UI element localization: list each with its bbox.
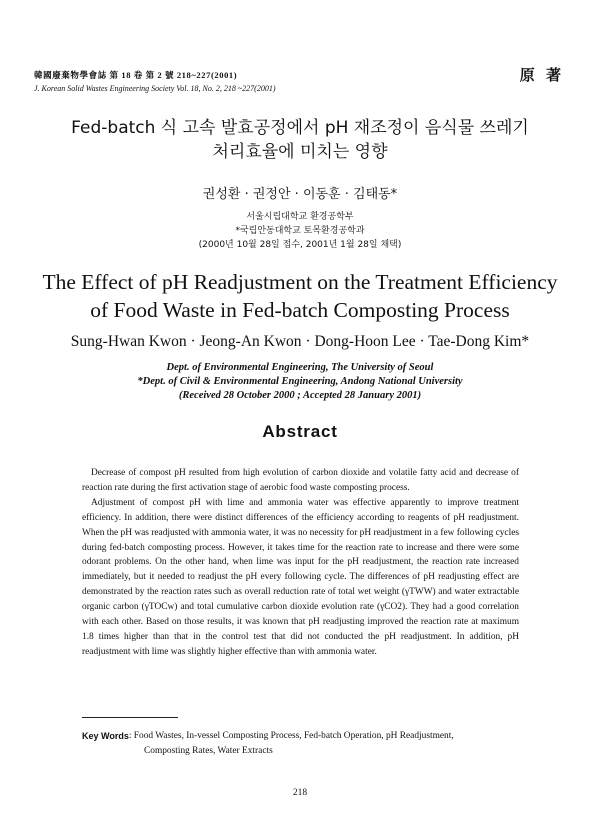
journal-header (34, 69, 276, 95)
article-type-label: 原 著 (519, 66, 564, 84)
keywords-line-2: Composting Rates, Water Extracts (144, 746, 273, 756)
english-title-line1: The Effect of pH Readjustment on the Treatment Efficiency (42, 270, 558, 294)
journal-citation-korean: 韓國廢棄物學會誌 第 18 卷 第 2 號 218~227(2001) (34, 70, 238, 80)
korean-title (20, 116, 580, 164)
keywords-line-1: : Food Wastes, In-vessel Composting Process, Fed-batch Operation, pH Readjustment, (128, 731, 454, 741)
korean-affiliation-2: *국립안동대학교 토목환경공학과 (235, 226, 365, 236)
keywords-block (82, 729, 522, 759)
english-title-line2: of Food Waste in Fed-batch Composting Process (90, 298, 510, 322)
english-received-date: (Received 28 October 2000 ; Accepted 28 January 2001) (178, 390, 422, 401)
abstract-heading: Abstract (262, 422, 338, 441)
keywords-divider (82, 717, 178, 718)
abstract-body (82, 466, 519, 660)
journal-citation-english: J. Korean Solid Wastes Engineering Society Vol. 18, No. 2, 218 ~227(2001) (34, 84, 276, 93)
korean-affiliation-1: 서울시립대학교 환경공학부 (246, 212, 354, 222)
english-affiliation-1: Dept. of Environmental Engineering, The University of Seoul (166, 362, 434, 373)
korean-title-line1: Fed-batch 식 고속 발효공정에서 pH 재조정이 음식물 쓰레기 (71, 118, 529, 138)
abstract-paragraph-2: Adjustment of compost pH with lime and ammonia water was effective apparently to improve treatment efficiency. In addition, there were distinct differences of the efficiency according to reagents of pH readjustment. When the pH was readjusted with ammonia water, it was no necessity for pH readjustment in a few following cycles during fed-batch composting process. However, it takes time for the reaction rate to increase and there were some odorant problems. On the other hand, when lime was input for the pH readjustment, the reaction rate increased immediately, but it needed to readjust the pH every following cycle. The differences of pH readjusting effect are demonstrated by the reaction rates such as overall reduction rate of total wet weight (γTWW) and water extractable organic carbon (γTOCw) and total cumulative carbon dioxide evolution rate (γCO2). They had a good correlation with each other. Based on those results, it was known that pH readjusting improved the reaction rate at maximum 1.8 times higher than that in the control test that did not conducted the pH readjustment. In addition, pH readjustment with lime was slightly higher effective than with ammonia water. (82, 497, 519, 657)
korean-affiliations (0, 210, 600, 252)
korean-title-line2: 처리효율에 미치는 영향 (212, 142, 388, 162)
english-authors: Sung-Hwan Kwon · Jeong-An Kwon · Dong-Hoon Lee · Tae-Dong Kim* (70, 333, 530, 350)
korean-received-date: (2000년 10월 28일 접수, 2001년 1월 28일 채택) (198, 240, 402, 250)
abstract-paragraph-1: Decrease of compost pH resulted from high evolution of carbon dioxide and volatile fatty acid and decrease of reaction rate during the first activation stage of aerobic food waste composting process. (82, 468, 519, 493)
english-affiliations (0, 361, 600, 403)
korean-authors: 권성환 · 권정안 · 이동훈 · 김태동* (202, 187, 398, 202)
english-affiliation-2: *Dept. of Civil & Environmental Engineering, Andong National University (137, 376, 463, 387)
english-title (10, 268, 590, 324)
page-number: 218 (292, 788, 308, 798)
keywords-label: Key Words (82, 731, 129, 741)
